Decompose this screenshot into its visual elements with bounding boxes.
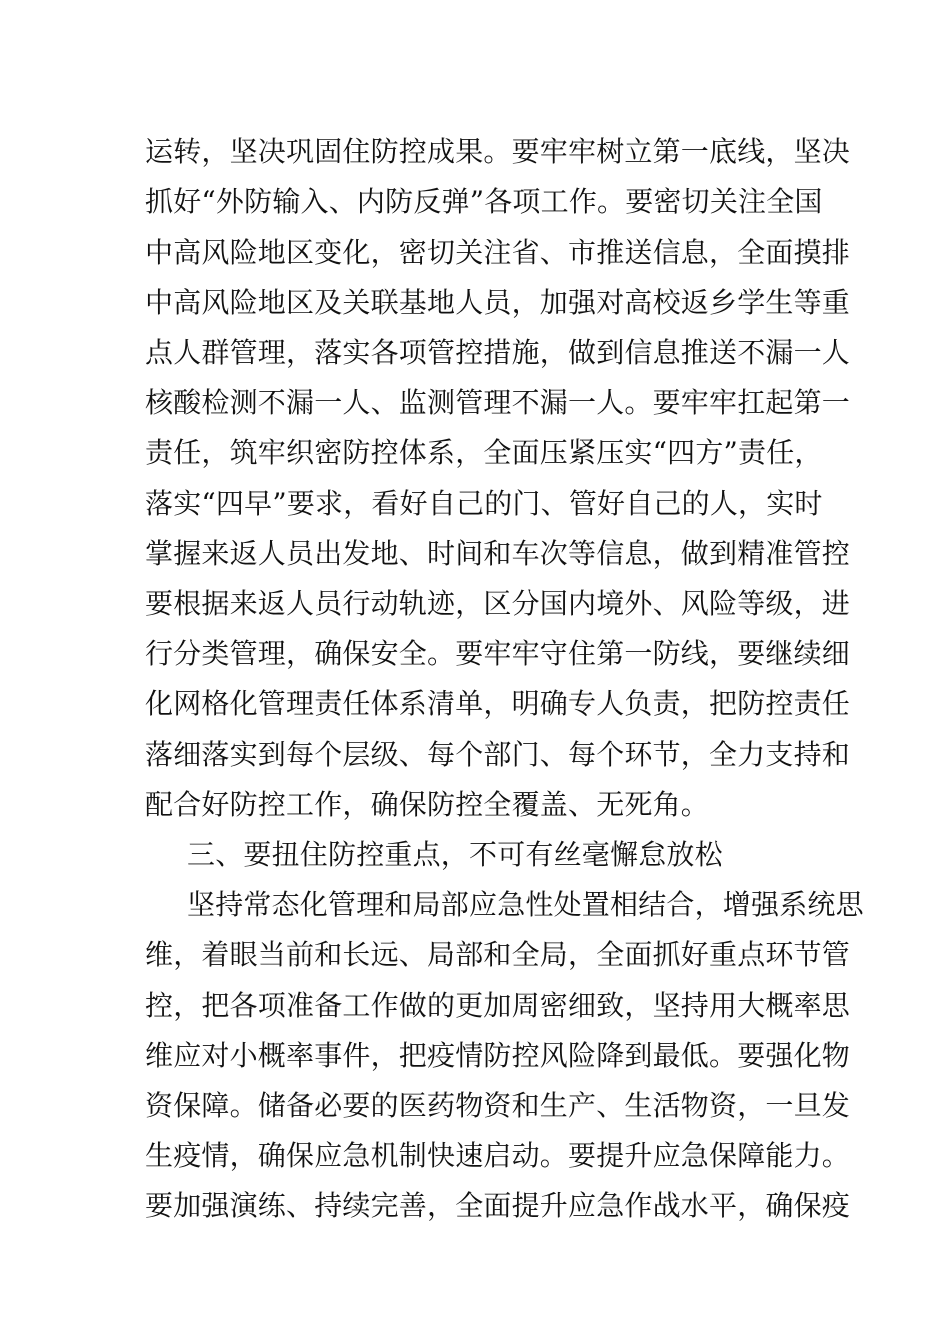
text-line: 抓好“外防输入、内防反弹”各项工作。要密切关注全国 bbox=[145, 185, 823, 218]
text-line: 坚持常态化管理和局部应急性处置相结合，增强系统思 bbox=[187, 888, 864, 921]
text-line: 中高风险地区变化，密切关注省、市推送信息，全面摸排 bbox=[145, 236, 851, 269]
text-line: 要加强演练、持续完善，全面提升应急作战水平，确保疫 bbox=[145, 1189, 851, 1222]
text-line: 控，把各项准备工作做的更加周密细致，坚持用大概率思 bbox=[145, 989, 851, 1022]
text-line: 运转，坚决巩固住防控成果。要牢牢树立第一底线，坚决 bbox=[145, 135, 851, 168]
text-line: 配合好防控工作，确保防控全覆盖、无死角。 bbox=[145, 788, 710, 821]
text-line: 中高风险地区及关联基地人员，加强对高校返乡学生等重 bbox=[145, 286, 851, 319]
section-heading: 三、要扭住防控重点，不可有丝毫懈怠放松 bbox=[187, 838, 723, 871]
text-line: 化网格化管理责任体系清单，明确专人负责，把防控责任 bbox=[145, 687, 851, 720]
text-line: 落实“四早”要求，看好自己的门、管好自己的人，实时 bbox=[145, 487, 823, 520]
text-line: 行分类管理，确保安全。要牢牢守住第一防线，要继续细 bbox=[145, 637, 851, 670]
text-line: 点人群管理，落实各项管控措施，做到信息推送不漏一人 bbox=[145, 336, 851, 369]
text-line: 核酸检测不漏一人、监测管理不漏一人。要牢牢扛起第一 bbox=[145, 386, 851, 419]
text-line: 责任，筑牢织密防控体系，全面压紧压实“四方”责任， bbox=[145, 436, 823, 469]
text-line: 掌握来返人员出发地、时间和车次等信息，做到精准管控 bbox=[145, 537, 851, 570]
text-line: 生疫情，确保应急机制快速启动。要提升应急保障能力。 bbox=[145, 1139, 851, 1172]
text-line: 要根据来返人员行动轨迹，区分国内境外、风险等级，进 bbox=[145, 587, 851, 620]
text-line: 落细落实到每个层级、每个部门、每个环节，全力支持和 bbox=[145, 738, 851, 771]
text-line: 资保障。储备必要的医药物资和生产、生活物资，一旦发 bbox=[145, 1089, 851, 1122]
text-line: 维应对小概率事件，把疫情防控风险降到最低。要强化物 bbox=[145, 1039, 851, 1072]
text-line: 维，着眼当前和长远、局部和全局，全面抓好重点环节管 bbox=[145, 938, 851, 971]
